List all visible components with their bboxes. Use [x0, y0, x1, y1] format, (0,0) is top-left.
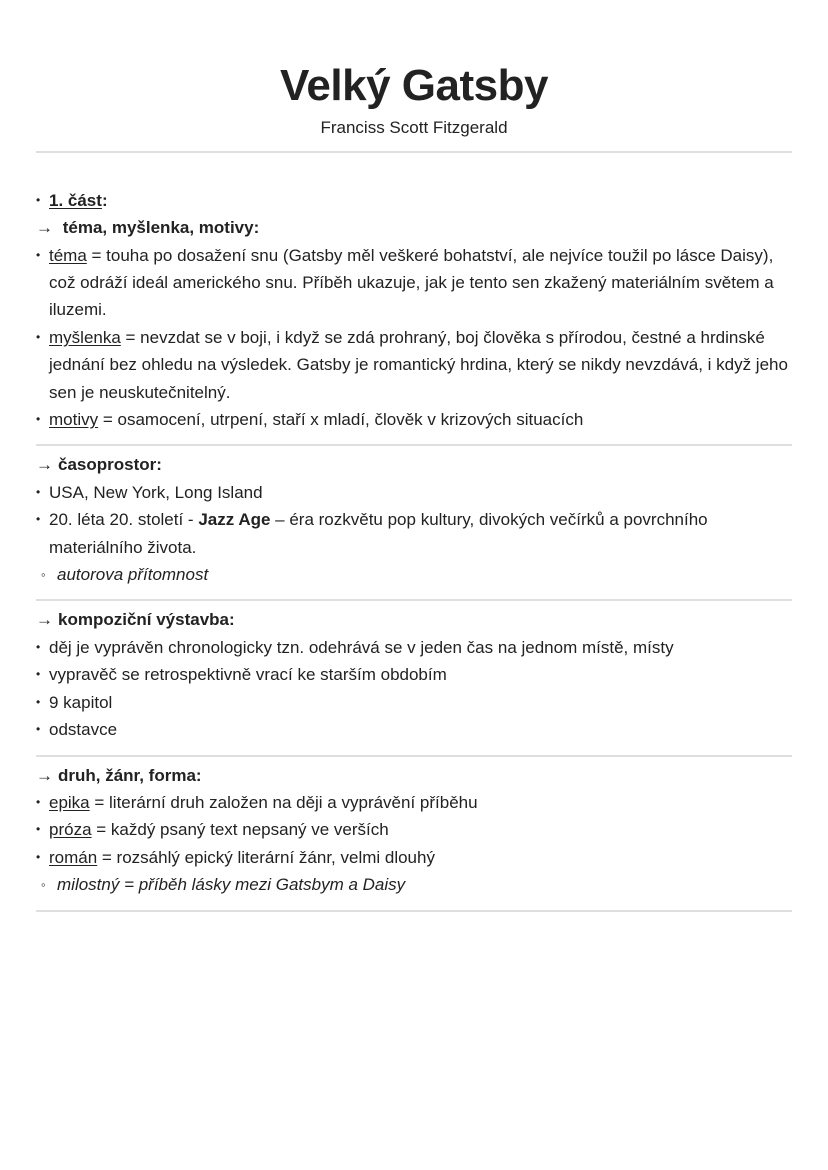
- list-item: [36, 816, 792, 843]
- bullet-dot-icon: •: [36, 667, 41, 682]
- line-text: téma = touha po dosažení snu (Gatsby měl veškeré bohatství, ale nejvíce toužil po lásce Daisy), což odráží ideál amerického snu. Příběh ukazuje, jak je tento sen zkažený materiálním světem a iluzemi.: [49, 245, 774, 320]
- bullet-dot-icon: •: [36, 484, 41, 499]
- section-divider: [36, 599, 792, 601]
- page-subtitle: Franciss Scott Fitzgerald: [320, 117, 508, 137]
- header-divider: [36, 151, 792, 153]
- bullet-circle-icon: ◦: [41, 567, 46, 583]
- line-text: 1. část:: [49, 190, 108, 210]
- arrow-icon: →: [36, 455, 53, 475]
- list-item: [36, 324, 792, 406]
- line-text: USA, New York, Long Island: [49, 482, 263, 502]
- bullet-circle-icon: ◦: [41, 877, 46, 893]
- bullet-dot-icon: •: [36, 192, 41, 207]
- section-1: [36, 187, 792, 434]
- arrow-icon: →: [36, 610, 53, 630]
- list-item: [36, 561, 792, 588]
- section-3: [36, 606, 792, 743]
- section-heading: [36, 451, 792, 478]
- section-divider: [36, 910, 792, 912]
- list-item: [36, 871, 792, 898]
- line-text: myšlenka = nevzdat se v boji, i když se zdá prohraný, boj člověka s přírodou, čestné a hrdinské jednání bez ohledu na výsledek. Gatsby je romantický hrdina, který se nikdy nevzdává, i když jeho sen je neuskutečnitelný.: [49, 327, 788, 402]
- line-text: motivy = osamocení, utrpení, staří x mladí, člověk v krizových situacích: [49, 410, 584, 430]
- bullet-dot-icon: •: [36, 412, 41, 427]
- line-text: milostný = příběh lásky mezi Gatsbym a Daisy: [57, 875, 406, 895]
- section-divider: [36, 755, 792, 757]
- list-item: [36, 479, 792, 506]
- line-text: román = rozsáhlý epický literární žánr, velmi dlouhý: [49, 847, 435, 867]
- section-divider: [36, 444, 792, 446]
- list-item: [36, 406, 792, 433]
- line-text: 20. léta 20. století - Jazz Age – éra rozkvětu pop kultury, divokých večírků a povrchního materiálního života.: [49, 510, 708, 557]
- list-item: [36, 716, 792, 743]
- bullet-dot-icon: •: [36, 822, 41, 837]
- line-text: epika = literární druh založen na ději a vyprávění příběhu: [49, 792, 478, 812]
- bullet-dot-icon: •: [36, 694, 41, 709]
- bullet-dot-icon: •: [36, 639, 41, 654]
- document-header: [36, 0, 792, 141]
- bullet-dot-icon: •: [36, 794, 41, 809]
- document-sections: [36, 187, 792, 912]
- list-item: [36, 689, 792, 716]
- arrow-icon: →: [36, 218, 53, 238]
- line-text: 9 kapitol: [49, 692, 113, 712]
- line-text: téma, myšlenka, motivy:: [58, 218, 260, 238]
- bullet-dot-icon: •: [36, 247, 41, 262]
- list-item: [36, 506, 792, 561]
- bullet-dot-icon: •: [36, 722, 41, 737]
- line-text: odstavce: [49, 720, 118, 740]
- line-text: autorova přítomnost: [57, 565, 209, 585]
- section-4: [36, 762, 792, 899]
- list-item: [36, 661, 792, 688]
- section-heading: [36, 762, 792, 789]
- list-item: [36, 634, 792, 661]
- arrow-icon: →: [36, 765, 53, 785]
- section-heading: [36, 606, 792, 633]
- line-text: druh, žánr, forma:: [58, 765, 202, 785]
- section-heading: [36, 214, 792, 241]
- line-text: vypravěč se retrospektivně vrací ke starším obdobím: [49, 665, 447, 685]
- bullet-dot-icon: •: [36, 849, 41, 864]
- bullet-dot-icon: •: [36, 512, 41, 527]
- line-text: próza = každý psaný text nepsaný ve verších: [49, 820, 389, 840]
- list-item: [36, 789, 792, 816]
- bullet-dot-icon: •: [36, 329, 41, 344]
- line-text: časoprostor:: [58, 455, 162, 475]
- list-item: [36, 844, 792, 871]
- list-item: [36, 187, 792, 214]
- section-2: [36, 451, 792, 588]
- line-text: kompoziční výstavba:: [58, 610, 235, 630]
- line-text: děj je vyprávěn chronologicky tzn. odehrává se v jeden čas na jednom místě, místy: [49, 637, 674, 657]
- list-item: [36, 242, 792, 324]
- page-title: Velký Gatsby: [280, 61, 548, 110]
